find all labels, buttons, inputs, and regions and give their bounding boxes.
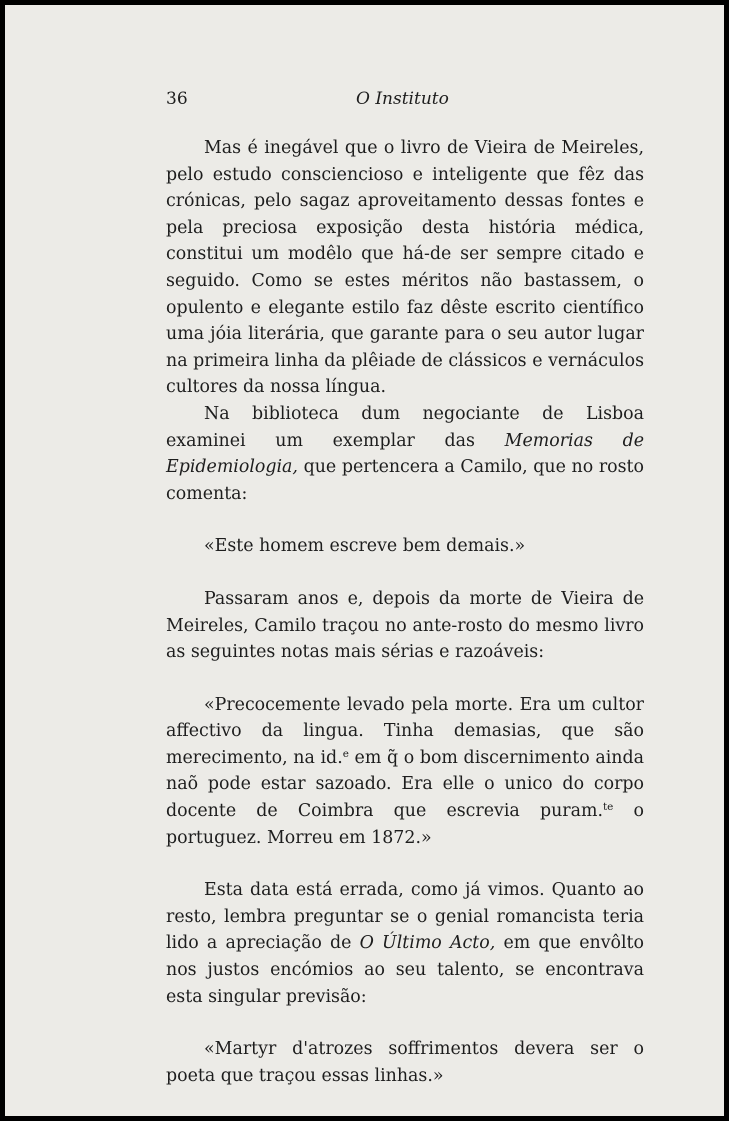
paragraph-4-before: Esta data está errada, como já vimos. Quanto ao resto, lembra preguntar se o genial romancista teria lido a apreciação de bbox=[166, 880, 644, 954]
quote-2-part-c: o portuguez. Morreu em 1872.» bbox=[166, 801, 645, 848]
paragraph-2-after: que pertencera a Camilo, que no rosto comenta: bbox=[166, 457, 644, 504]
paragraph-1: Mas é inegável que o livro de Vieira de Meireles, pelo estudo consciencioso e inteligente que fêz das crónicas, pelo sagaz aproveitamento dessas fontes e pela preciosa exposição desta história médica, constitui um modêlo que há-de ser sempre citado e seguido. Como se estes méritos não bastassem, o opulento e elegante estilo faz dêste escrito científico uma jóia literária, que garante para o seu autor lugar na primeira linha da plêiade de clássicos e vernáculos cultores da nossa língua. bbox=[166, 138, 644, 398]
quote-1: «Este homem escreve bem demais.» bbox=[204, 536, 526, 557]
quote-2-sup-2: te bbox=[602, 800, 614, 813]
page-number: 36 bbox=[166, 89, 188, 109]
book-title-memorias: Memorias de Epidemiologia, bbox=[166, 430, 644, 478]
page-header bbox=[166, 89, 646, 111]
paragraph-4 bbox=[166, 877, 644, 1010]
paragraph-4-after: em que envôlto nos justos encómios ao seu talento, se encontrava esta singular previsão: bbox=[166, 933, 645, 1007]
running-title: O Instituto bbox=[356, 89, 449, 109]
paragraph-3: Passaram anos e, depois da morte de Vieira de Meireles, Camilo traçou no ante-rosto do mesmo livro as seguintes notas mais sérias e razoáveis: bbox=[166, 588, 644, 663]
book-page bbox=[5, 5, 724, 1116]
quote-3: «Martyr d'atrozes soffrimentos devera ser o poeta que traçou essas linhas.» bbox=[166, 1039, 644, 1086]
quote-2-sup-1: e bbox=[342, 747, 349, 760]
paragraph-2-before: Na biblioteca dum negociante de Lisboa examinei um exemplar das bbox=[166, 403, 644, 451]
quote-2 bbox=[166, 692, 644, 852]
body-text bbox=[166, 135, 644, 1089]
quote-2-part-b: em q̃ o bom discernimento ainda naõ pode estar sazoado. Era elle o unico do corpo docente de Coimbra que escrevia puram. bbox=[166, 747, 644, 822]
book-title-ultimo-acto: O Último Acto, bbox=[359, 933, 496, 954]
paragraph-2 bbox=[166, 401, 644, 507]
quote-2-part-a: «Precocemente levado pela morte. Era um cultor affectivo da lingua. Tinha demasias, que são merecimento, na id. bbox=[166, 694, 644, 768]
